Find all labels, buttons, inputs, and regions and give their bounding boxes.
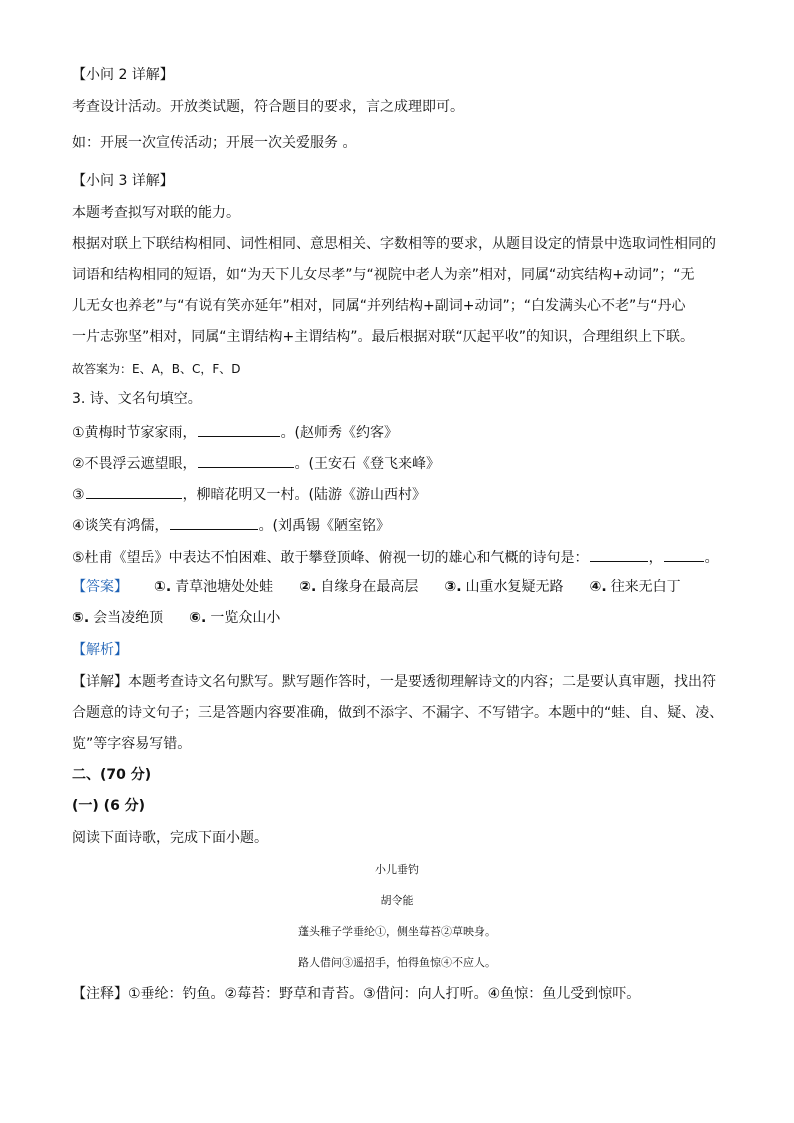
item-prefix: ④谈笑有鸿儒， [72, 518, 169, 534]
reading-instruction: 阅读下面诗歌，完成下面小题。 [72, 830, 268, 846]
answer-num: ③. [444, 579, 462, 595]
item-prefix: ⑤杜甫《望岳》中表达不怕困难、敢于攀登顶峰、俯视一切的雄心和气概的诗句是： [72, 550, 589, 566]
sub3-answer: 故答案为：E、A，B、C，F、D [72, 362, 241, 376]
item-separator: ， [648, 550, 663, 566]
sub3-line1: 本题考查拟写对联的能力。 [72, 205, 240, 221]
answer-text: 会当凌绝顶 [93, 610, 164, 626]
fill-blank [198, 422, 280, 437]
item-prefix: ①黄梅时节家家雨， [72, 425, 197, 441]
fill-blank [590, 547, 648, 562]
sub2-heading: 【小问 2 详解】 [72, 67, 174, 83]
detail-line: 合题意的诗文句子；三是答题内容要准确，做到不添字、不漏字、不写错字。本题中的“蛙、自、疑、凌、 [72, 705, 724, 721]
poem-line: 蓬头稚子学垂纶①，侧坐莓苔②草映身。 [298, 925, 496, 938]
poem-author: 胡令能 [380, 894, 414, 907]
sub3-para-line: 词语和结构相同的短语，如“为天下儿女尽孝”与“视院中老人为亲”相对，同属“动宾结构+动词”；“无 [72, 267, 695, 283]
analysis-label: 【解析】 [72, 642, 128, 658]
answer-num: ⑤. [72, 610, 90, 626]
answer-item [72, 609, 163, 627]
notes-text: ①垂纶：钓鱼。②莓苔：野草和青苔。③借问：向人打听。④鱼惊：鱼儿受到惊吓。 [128, 986, 641, 1002]
detail-label: 【详解】 [72, 674, 128, 690]
detail-line [72, 673, 732, 691]
item-suffix: 。(王安石《登飞来峰》 [294, 456, 441, 472]
answer-text: 往来无白丁 [610, 579, 681, 595]
fill-blank [664, 547, 704, 562]
sub3-para-line: 一片志弥坚”相对，同属“主谓结构+主谓结构”。最后根据对联“仄起平收”的知识，合理组织上下联。 [72, 329, 694, 345]
item-suffix: 。(刘禹锡《陋室铭》 [258, 518, 391, 534]
detail-text: 本题考查诗文名句默写。默写题作答时，一是要透彻理解诗文的内容；二是要认真审题，找出符 [128, 674, 716, 690]
item-suffix: 。 [704, 550, 719, 566]
sub2-line2: 如：开展一次宣传活动；开展一次关爱服务 。 [72, 135, 357, 151]
notes-line [72, 985, 732, 1003]
answer-row-2 [72, 609, 732, 627]
answer-item [590, 578, 681, 596]
answer-item [299, 578, 418, 596]
answer-text: 一览众山小 [210, 610, 281, 626]
detail-line: 览”等字容易写错。 [72, 736, 192, 752]
fill-blank [86, 484, 182, 499]
answer-num: ④. [589, 579, 607, 595]
item-suffix: 。(赵师秀《约客》 [280, 425, 399, 441]
q3-item-5 [72, 547, 732, 567]
poem-line: 路人借问③遥招手，怕得鱼惊④不应人。 [298, 956, 496, 969]
answer-num: ①. [154, 579, 172, 595]
answer-row-1 [72, 578, 732, 596]
q3-item-3 [72, 484, 732, 504]
item-prefix: ③ [72, 487, 85, 503]
sub3-para-line: 根据对联上下联结构相同、词性相同、意思相关、字数相等的要求，从题目设定的情景中选取词性相同的 [72, 236, 716, 252]
section-title: 二、(70 分) [72, 767, 152, 783]
section-subtitle: (一) (6 分) [72, 798, 146, 814]
sub3-para-line: 儿无女也养老”与“有说有笑亦延年”相对，同属“并列结构+副词+动词”；“白发满头心不老”与“丹心 [72, 298, 686, 314]
answer-item [189, 609, 280, 627]
item-prefix: ②不畏浮云遮望眼， [72, 456, 197, 472]
answer-item [154, 578, 273, 596]
answer-num: ⑥. [189, 610, 207, 626]
answer-label: 【答案】 [72, 579, 128, 595]
answer-item [444, 578, 563, 596]
sub2-line1: 考查设计活动。开放类试题，符合题目的要求，言之成理即可。 [72, 99, 464, 115]
fill-blank [170, 515, 258, 530]
poem-title: 小儿垂钓 [375, 863, 419, 876]
item-suffix: ，柳暗花明又一村。(陆游《游山西村》 [182, 487, 427, 503]
answer-text: 山重水复疑无路 [465, 579, 564, 595]
answer-text: 自缘身在最高层 [320, 579, 419, 595]
q3-title: 3. 诗、文名句填空。 [72, 391, 202, 407]
q3-item-4 [72, 515, 732, 535]
fill-blank [198, 453, 294, 468]
notes-label: 【注释】 [72, 986, 128, 1002]
sub3-heading: 【小问 3 详解】 [72, 173, 174, 189]
answer-text: 青草池塘处处蛙 [175, 579, 274, 595]
q3-item-1 [72, 422, 732, 442]
answer-num: ②. [299, 579, 317, 595]
q3-item-2 [72, 453, 732, 473]
